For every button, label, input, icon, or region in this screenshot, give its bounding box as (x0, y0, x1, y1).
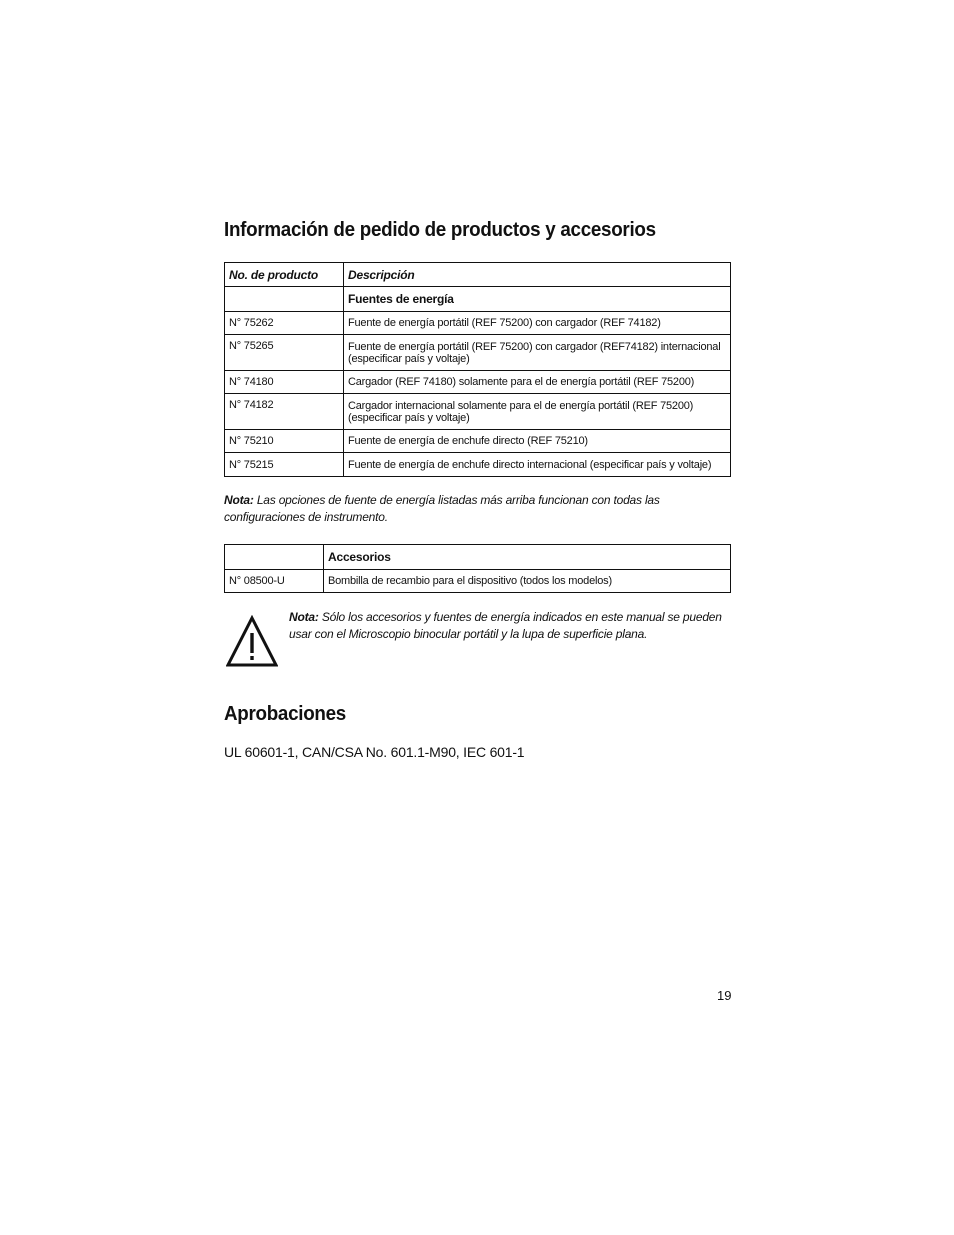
note-text-line1: Las opciones de fuente de energía listadas más arriba funcionan con todas las (256, 493, 660, 507)
note-text-line2: configuraciones de instrumento. (224, 510, 388, 524)
table-row (225, 312, 731, 335)
note-text-line1: Sólo los accesorios y fuentes de energía indicados en este manual se pueden (321, 610, 722, 624)
table-row (225, 453, 731, 477)
product-description: Cargador (REF 74180) solamente para el de energía portátil (REF 75200) (344, 371, 731, 394)
product-number: N° 08500-U (225, 570, 324, 593)
header-description: Descripción (344, 263, 731, 287)
table-row (225, 335, 731, 371)
product-number: N° 75215 (225, 453, 344, 477)
table-row (225, 371, 731, 394)
product-description: Cargador internacional solamente para el de energía portátil (REF 75200) (especificar país y voltaje) (344, 394, 731, 430)
product-description: Fuente de energía portátil (REF 75200) con cargador (REF 74182) (344, 312, 731, 335)
product-description: Fuente de energía de enchufe directo internacional (especificar país y voltaje) (344, 453, 731, 477)
products-table (224, 262, 731, 477)
empty-cell (225, 545, 324, 570)
warning-triangle-icon (226, 615, 278, 667)
approvals-text: UL 60601-1, CAN/CSA No. 601.1-M90, IEC 601-1 (224, 744, 525, 760)
product-description: Fuente de energía de enchufe directo (REF 75210) (344, 430, 731, 453)
product-number: N° 74182 (225, 394, 344, 430)
table-row (225, 394, 731, 430)
note-text-line2: usar con el Microscopio binocular portátil y la lupa de superficie plana. (289, 627, 648, 641)
power-section-row (225, 287, 731, 312)
page-number: 19 (717, 988, 732, 1003)
power-section-label: Fuentes de energía (344, 287, 731, 312)
product-number: N° 74180 (225, 371, 344, 394)
product-description: Fuente de energía portátil (REF 75200) con cargador (REF74182) internacional (especificar país y voltaje) (344, 335, 731, 371)
product-number: N° 75210 (225, 430, 344, 453)
table-header-row (225, 263, 731, 287)
product-number: N° 75265 (225, 335, 344, 371)
empty-cell (225, 287, 344, 312)
table-row (225, 430, 731, 453)
power-note (224, 492, 724, 526)
accessories-note (289, 609, 734, 643)
product-number: N° 75262 (225, 312, 344, 335)
accessories-table (224, 544, 731, 593)
note-label: Nota: (224, 493, 254, 507)
accessories-section-label: Accesorios (324, 545, 731, 570)
note-label: Nota: (289, 610, 319, 624)
product-description: Bombilla de recambio para el dispositivo (todos los modelos) (324, 570, 731, 593)
header-product-number: No. de producto (225, 263, 344, 287)
table-row (225, 570, 731, 593)
ordering-heading: Información de pedido de productos y accesorios (224, 219, 656, 241)
accessories-section-row (225, 545, 731, 570)
approvals-heading: Aprobaciones (224, 703, 346, 725)
